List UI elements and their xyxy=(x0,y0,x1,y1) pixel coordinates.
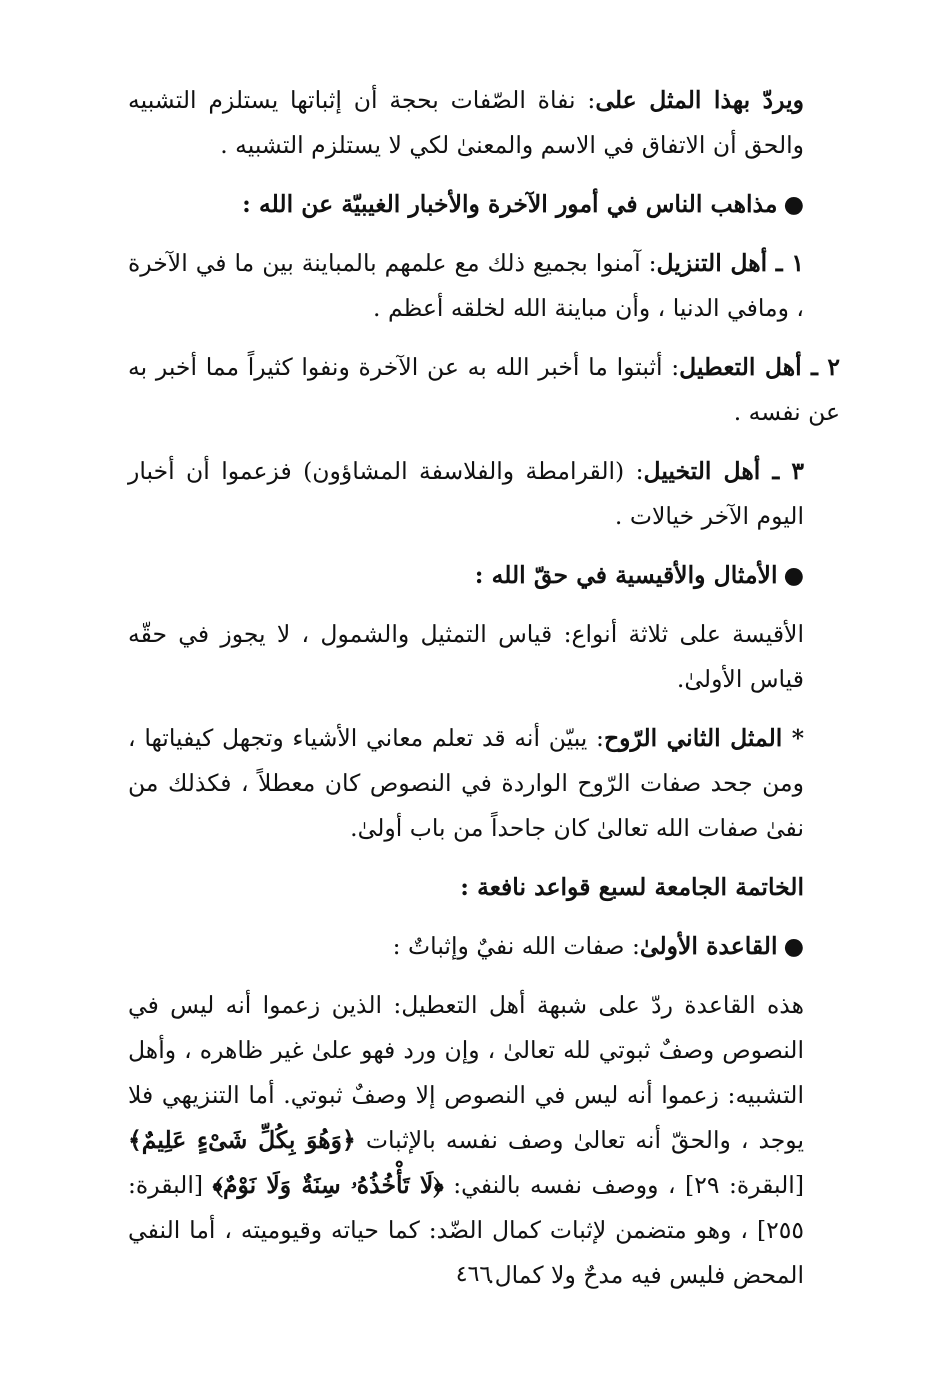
heading-text: الخاتمة الجامعة لسبع قواعد نافعة : xyxy=(460,873,804,901)
paragraph-lead: ٢ ـ أهل التعطيل xyxy=(679,353,840,381)
heading-text: الأمثال والأقيسية في حقّ الله : xyxy=(474,561,778,589)
paragraph-text: الأقيسة على ثلاثة أنواع: قياس التمثيل والشمول ، لا يجوز في حقّه قياس الأولىٰ. xyxy=(128,620,804,693)
section-heading-rule-one xyxy=(128,924,840,969)
paragraph-text: : نفاة الصّفات بحجة أن إثباتها يستلزم التشبيه والحق أن الاتفاق في الاسم والمعنىٰ لكي لا يستلزم التشبيه . xyxy=(128,86,804,159)
paragraph-tatil xyxy=(128,345,840,435)
section-heading-conclusion xyxy=(128,865,840,910)
paragraph-rule-one xyxy=(128,983,840,1298)
paragraph-text: : (القرامطة والفلاسفة المشاؤون) فزعموا أن أخبار اليوم الآخر خيالات . xyxy=(128,457,804,530)
quran-quote: ﴿لَا تَأْخُذُهُۥ سِنَةٌ وَلَا نَوْمٌ﴾ xyxy=(212,1171,444,1199)
heading-text: مذاهب الناس في أمور الآخرة والأخبار الغيبيّة عن الله : xyxy=(242,190,778,218)
paragraph-tanzil xyxy=(128,241,840,331)
bullet-icon: ● xyxy=(783,932,804,960)
paragraph-lead: ٣ ـ أهل التخييل xyxy=(643,457,804,485)
paragraph-text: هذه القاعدة ردّ على شبهة أهل التعطيل: الذين زعموا أنه ليس في النصوص وصفٌ ثبوتي لله تعالىٰ ، وإن ورد فهو علىٰ غير ظاهره ، وأهل التشبيه: زعموا أنه ليس في النصوص إلا وصفٌ ثبوتي. أما التنزيهي فلا يوجد ، والحقّ أنه تعالىٰ وصف نفسه بالإثبات xyxy=(128,991,804,1154)
heading-lead: القاعدة الأولىٰ xyxy=(639,932,778,960)
paragraph-text: : آمنوا بجميع ذلك مع علمهم بالمباينة بين ما في الآخرة ، ومافي الدنيا ، وأن مباينة الله لخلقه أعظم . xyxy=(128,249,804,322)
quran-quote: ﴿وَهُوَ بِكُلِّ شَىْءٍ عَلِيمٌ﴾ xyxy=(128,1126,356,1154)
paragraph-takhyil xyxy=(128,449,840,539)
paragraph-text: : أثبتوا ما أخبر الله به عن الآخرة ونفوا كثيراً مما أخبر به عن نفسه . xyxy=(128,353,840,426)
page-body xyxy=(128,78,840,1312)
paragraph-lead: * المثل الثاني الرّوح xyxy=(603,724,804,752)
bullet-icon: ● xyxy=(783,190,804,218)
section-heading-analogies xyxy=(128,553,840,598)
paragraph-lead: ١ ـ أهل التنزيل xyxy=(656,249,804,277)
paragraph-text: [البقرة: ٢٥٥] ، وهو متضمن لإثبات كمال الضّد: كما حياته وقيوميته ، أما النفي المحض فليس فيه مدحٌ ولا كمال. xyxy=(128,1171,804,1289)
bullet-icon: ● xyxy=(783,561,804,589)
paragraph-intro xyxy=(128,78,840,168)
heading-text: : صفات الله نفيٌ وإثباتٌ : xyxy=(392,932,640,960)
paragraph-lead: ويردّ بهذا المثل على xyxy=(595,86,805,114)
paragraph-text: [البقرة: ٢٩] ، ووصف نفسه بالنفي: xyxy=(453,1171,804,1199)
page-number: ٤٦٦ xyxy=(455,1262,492,1287)
paragraph-spirit xyxy=(128,716,840,851)
paragraph-analogies xyxy=(128,612,840,702)
section-heading-doctrines xyxy=(128,182,840,227)
paragraph-text: : يبيّن أنه قد تعلم معاني الأشياء وتجهل كيفياتها ، ومن جحد صفات الرّوح الواردة في النصوص كان معطلاً ، فكذلك من نفىٰ صفات الله تعالىٰ كان جاحداً من باب أولىٰ. xyxy=(128,724,804,842)
